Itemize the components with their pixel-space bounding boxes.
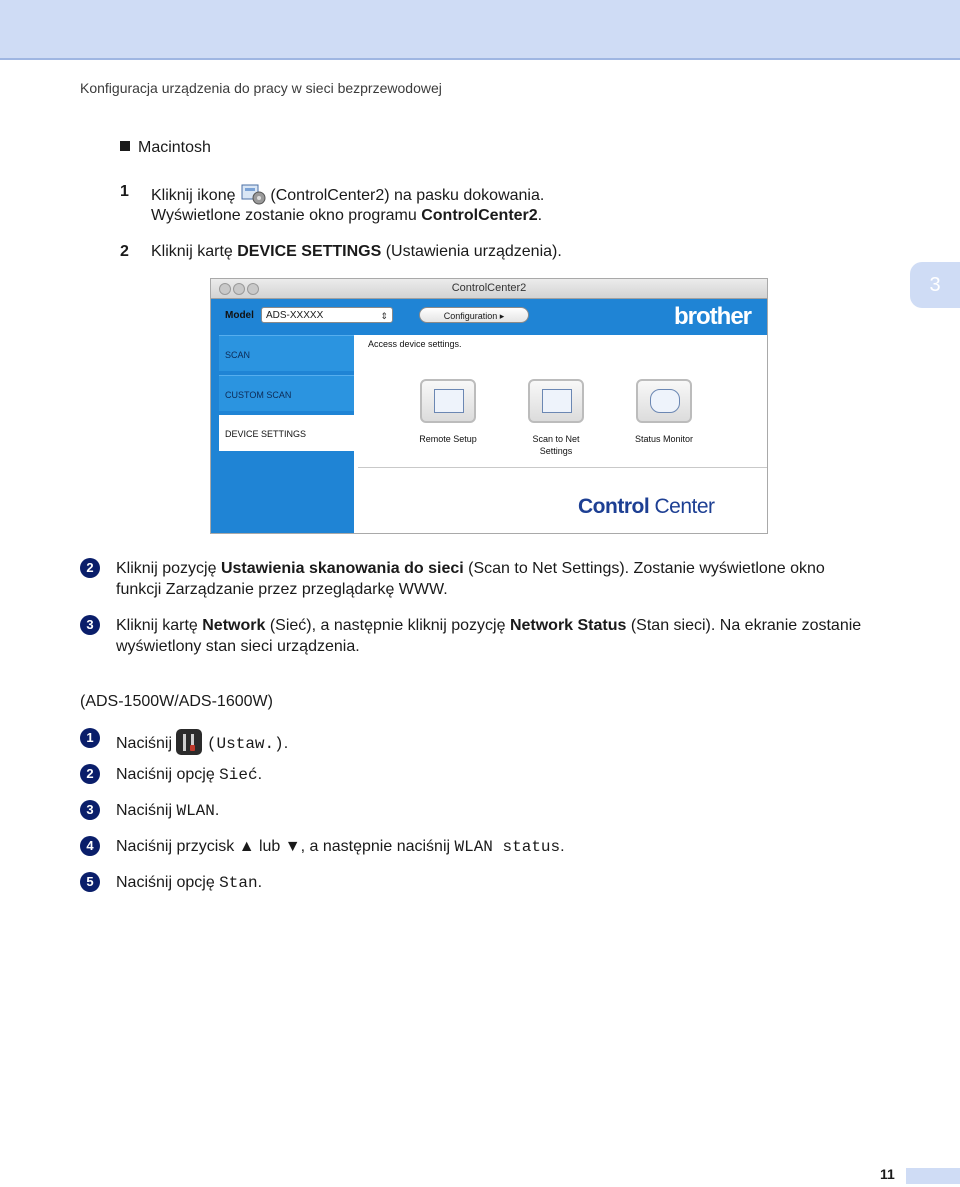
step-scan-to-net-line2: funkcji Zarządzanie przez przeglądarkę WWW.: [116, 581, 448, 598]
step-circle-1: 1: [80, 728, 100, 748]
scan-to-net-label: Scan to Net Settings: [532, 434, 580, 456]
remote-setup-icon[interactable]: [420, 379, 476, 423]
step-1-text: Kliknij ikonę (ControlCenter2) na pasku dokowania.: [151, 182, 544, 212]
model-subtitle: (ADS-1500W/ADS-1600W): [80, 693, 273, 710]
stepper-arrows-icon: ⇕: [380, 311, 388, 321]
step-circle-2b: 2: [80, 764, 100, 784]
brother-logo: brother: [674, 303, 751, 330]
running-header: Konfiguracja urządzenia do pracy w sieci bezprzewodowej: [80, 80, 442, 96]
step-1-line2: Wyświetlone zostanie okno programu ControlCenter2.: [151, 207, 543, 224]
control-center-logo: Control Center: [578, 495, 715, 518]
controlcenter2-window: [210, 278, 768, 534]
tab-scan[interactable]: SCAN: [219, 335, 354, 371]
section-title: Macintosh: [138, 139, 211, 156]
remote-setup-label: Remote Setup: [419, 434, 477, 444]
step-circle-3: 3: [80, 615, 100, 635]
step-network-status: Kliknij kartę Network (Sieć), a następnie kliknij pozycję Network Status (Stan sieci). Na ekranie zostanie: [116, 617, 862, 634]
content-pane: [354, 335, 767, 533]
divider: [358, 467, 767, 468]
top-band: [0, 0, 960, 60]
status-monitor-label: Status Monitor: [634, 434, 694, 444]
step-circle-3b: 3: [80, 800, 100, 820]
settings-tools-icon: [176, 729, 202, 755]
footer-bar: [906, 1168, 960, 1184]
model-label: Model: [225, 310, 254, 321]
model-select[interactable]: ADS-XXXXX ⇕: [261, 307, 393, 323]
step-number: 2: [120, 243, 129, 260]
window-titlebar: [211, 279, 767, 299]
step-circle-5: 5: [80, 872, 100, 892]
step-number: 1: [120, 183, 129, 200]
step-stan: Naciśnij opcję Stan.: [116, 874, 263, 892]
step-1: [120, 182, 129, 202]
left-tab-panel: [211, 335, 354, 533]
step-circle-4: 4: [80, 836, 100, 856]
step-scan-to-net: Kliknij pozycję Ustawienia skanowania do sieci (Scan to Net Settings). Zostanie wyświetlone okno: [116, 560, 825, 577]
scan-to-net-settings-icon[interactable]: [528, 379, 584, 423]
chapter-tab: 3: [910, 262, 960, 308]
step-network-status-line2: wyświetlony stan sieci urządzenia.: [116, 638, 360, 655]
step-settings: Naciśnij (Ustaw.).: [116, 729, 288, 755]
section-heading: [120, 138, 211, 158]
step-2: [120, 242, 129, 262]
step-wlan: Naciśnij WLAN.: [116, 802, 220, 820]
window-title: ControlCenter2: [451, 282, 527, 294]
up-arrow-icon: ▲: [238, 838, 255, 855]
step-siec: Naciśnij opcję Sieć.: [116, 766, 263, 784]
down-arrow-icon: ▼: [284, 838, 301, 855]
model-bar: [211, 299, 767, 335]
access-text: Access device settings.: [368, 339, 462, 349]
square-bullet-icon: [120, 141, 130, 151]
step-2-text: Kliknij kartę DEVICE SETTINGS (Ustawienia urządzenia).: [151, 243, 562, 260]
page-number: 11: [880, 1166, 895, 1182]
tab-custom-scan[interactable]: CUSTOM SCAN: [219, 375, 354, 411]
configuration-button[interactable]: Configuration ▸: [419, 307, 529, 323]
step-circle-2: 2: [80, 558, 100, 578]
status-monitor-icon[interactable]: [636, 379, 692, 423]
step-wlan-status: Naciśnij przycisk ▲ lub ▼, a następnie naciśnij WLAN status.: [116, 838, 565, 856]
tab-device-settings[interactable]: DEVICE SETTINGS: [219, 415, 354, 451]
